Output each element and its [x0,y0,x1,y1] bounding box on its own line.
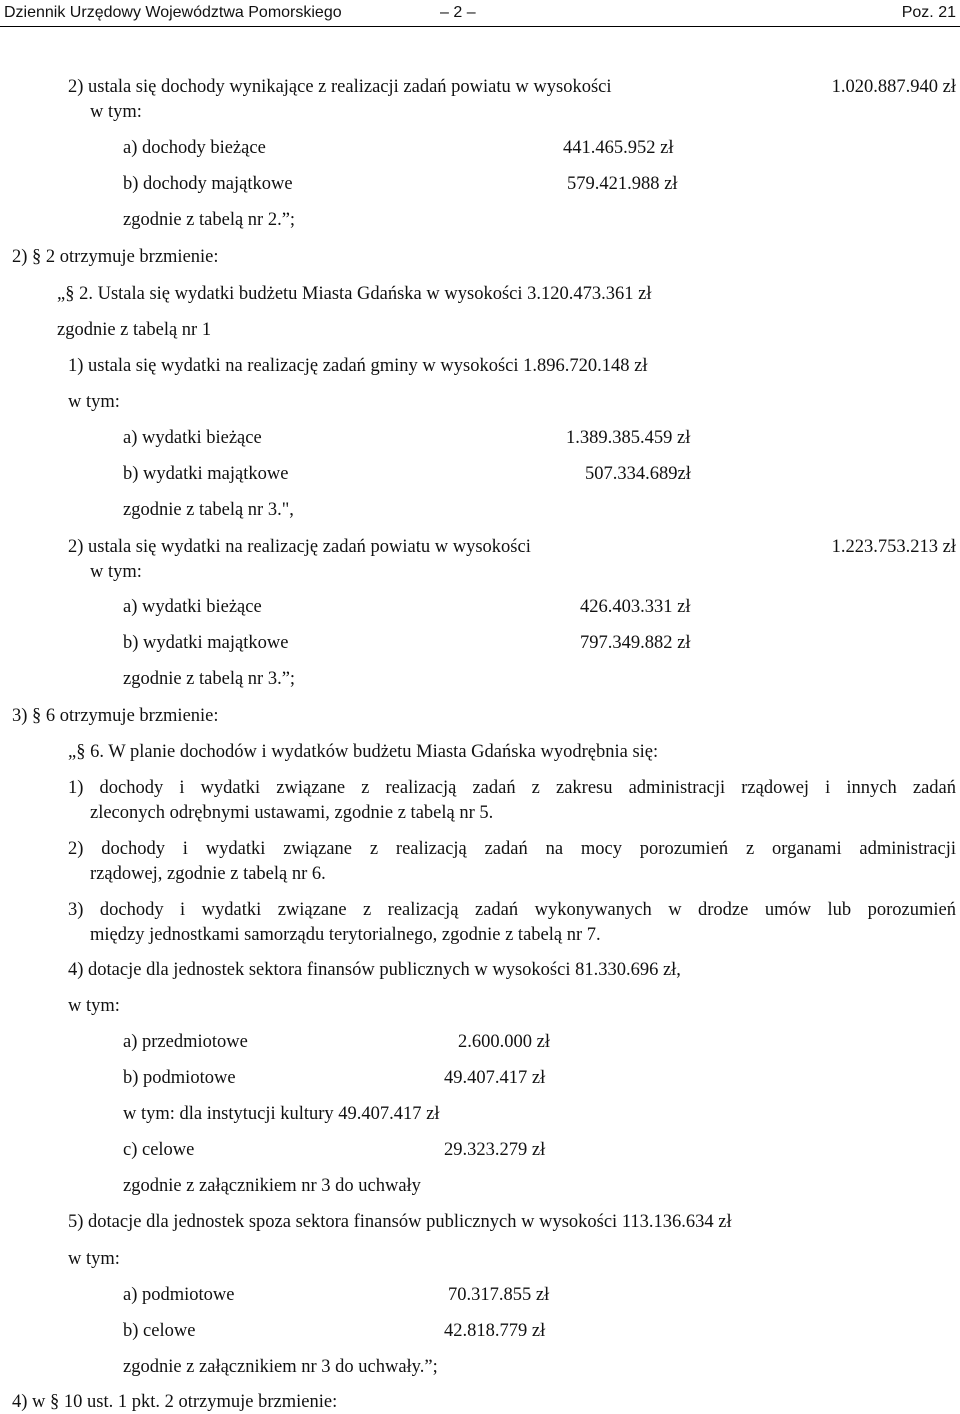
text-line: w tym: [68,996,120,1016]
position-number: Poz. 21 [901,4,956,21]
text-line: między jednostkami samorządu terytorialnego, zgodnie z tabelą nr 7. [90,925,601,945]
text-line: zgodnie z tabelą nr 1 [57,320,212,340]
page-number: – 2 – [440,4,476,21]
amount-value: 797.349.882 zł [580,633,691,653]
page-header [0,0,960,27]
text-line: zgodnie z tabelą nr 3.”; [123,669,296,689]
text-line: 2) ustala się dochody wynikające z realizacji zadań powiatu w wysokości [68,77,612,97]
amount-value: 42.818.779 zł [444,1321,546,1341]
text-line: a) wydatki bieżące [123,597,262,617]
amount-value: 2.600.000 zł [458,1032,550,1052]
text-line: b) dochody majątkowe [123,174,293,194]
text-line: w tym: [68,392,120,412]
text-line: zleconych odrębnymi ustawami, zgodnie z tabelą nr 5. [90,803,494,823]
text-line: w tym: [90,562,142,582]
text-line: „§ 2. Ustala się wydatki budżetu Miasta Gdańska w wysokości 3.120.473.361 zł [57,284,652,304]
text-line: 4) w § 10 ust. 1 pkt. 2 otrzymuje brzmienie: [12,1392,338,1412]
amount-value: 579.421.988 zł [567,174,678,194]
text-line: b) celowe [123,1321,196,1341]
text-line: a) dochody bieżące [123,138,266,158]
text-line: a) przedmiotowe [123,1032,248,1052]
text-line: b) wydatki majątkowe [123,633,289,653]
paragraph-line: 1) dochody i wydatki związane z realizacją zadań z zakresu administracji rządowej i innych zadań [68,778,956,798]
amount-value: 441.465.952 zł [563,138,674,158]
amount-value: 29.323.279 zł [444,1140,546,1160]
text-line: 4) dotacje dla jednostek sektora finansów publicznych w wysokości 81.330.696 zł, [68,960,681,980]
text-line: 5) dotacje dla jednostek spoza sektora finansów publicznych w wysokości 113.136.634 zł [68,1212,732,1232]
text-line: w tym: [68,1249,120,1269]
text-line: „§ 6. W planie dochodów i wydatków budżetu Miasta Gdańska wyodrębnia się: [68,742,659,762]
text-line: zgodnie z załącznikiem nr 3 do uchwały.”; [123,1357,438,1377]
text-line: 1) ustala się wydatki na realizację zadań gminy w wysokości 1.896.720.148 zł [68,356,648,376]
text-line: zgodnie z tabelą nr 3.", [123,500,294,520]
journal-title: Dziennik Urzędowy Województwa Pomorskiego [4,4,342,21]
amount-value: 70.317.855 zł [448,1285,550,1305]
text-line: 2) ustala się wydatki na realizację zadań powiatu w wysokości [68,537,531,557]
text-line: b) podmiotowe [123,1068,236,1088]
text-line: 2) § 2 otrzymuje brzmienie: [12,247,219,267]
text-line: w tym: dla instytucji kultury 49.407.417 zł [123,1104,440,1124]
amount-value: 49.407.417 zł [444,1068,546,1088]
text-line: 3) § 6 otrzymuje brzmienie: [12,706,219,726]
text-line: a) wydatki bieżące [123,428,262,448]
amount-value: 1.223.753.213 zł [831,537,956,557]
text-line: zgodnie z załącznikiem nr 3 do uchwały [123,1176,421,1196]
amount-value: 1.020.887.940 zł [831,77,956,97]
paragraph-line: 3) dochody i wydatki związane z realizacją zadań wykonywanych w drodze umów lub porozumień [68,900,956,920]
text-line: b) wydatki majątkowe [123,464,289,484]
paragraph-line: 2) dochody i wydatki związane z realizacją zadań na mocy porozumień z organami administracji [68,839,956,859]
text-line: c) celowe [123,1140,195,1160]
amount-value: 507.334.689zł [585,464,691,484]
text-line: a) podmiotowe [123,1285,235,1305]
text-line: rządowej, zgodnie z tabelą nr 6. [90,864,326,884]
text-line: w tym: [90,102,142,122]
amount-value: 1.389.385.459 zł [566,428,691,448]
amount-value: 426.403.331 zł [580,597,691,617]
text-line: zgodnie z tabelą nr 2.”; [123,210,296,230]
